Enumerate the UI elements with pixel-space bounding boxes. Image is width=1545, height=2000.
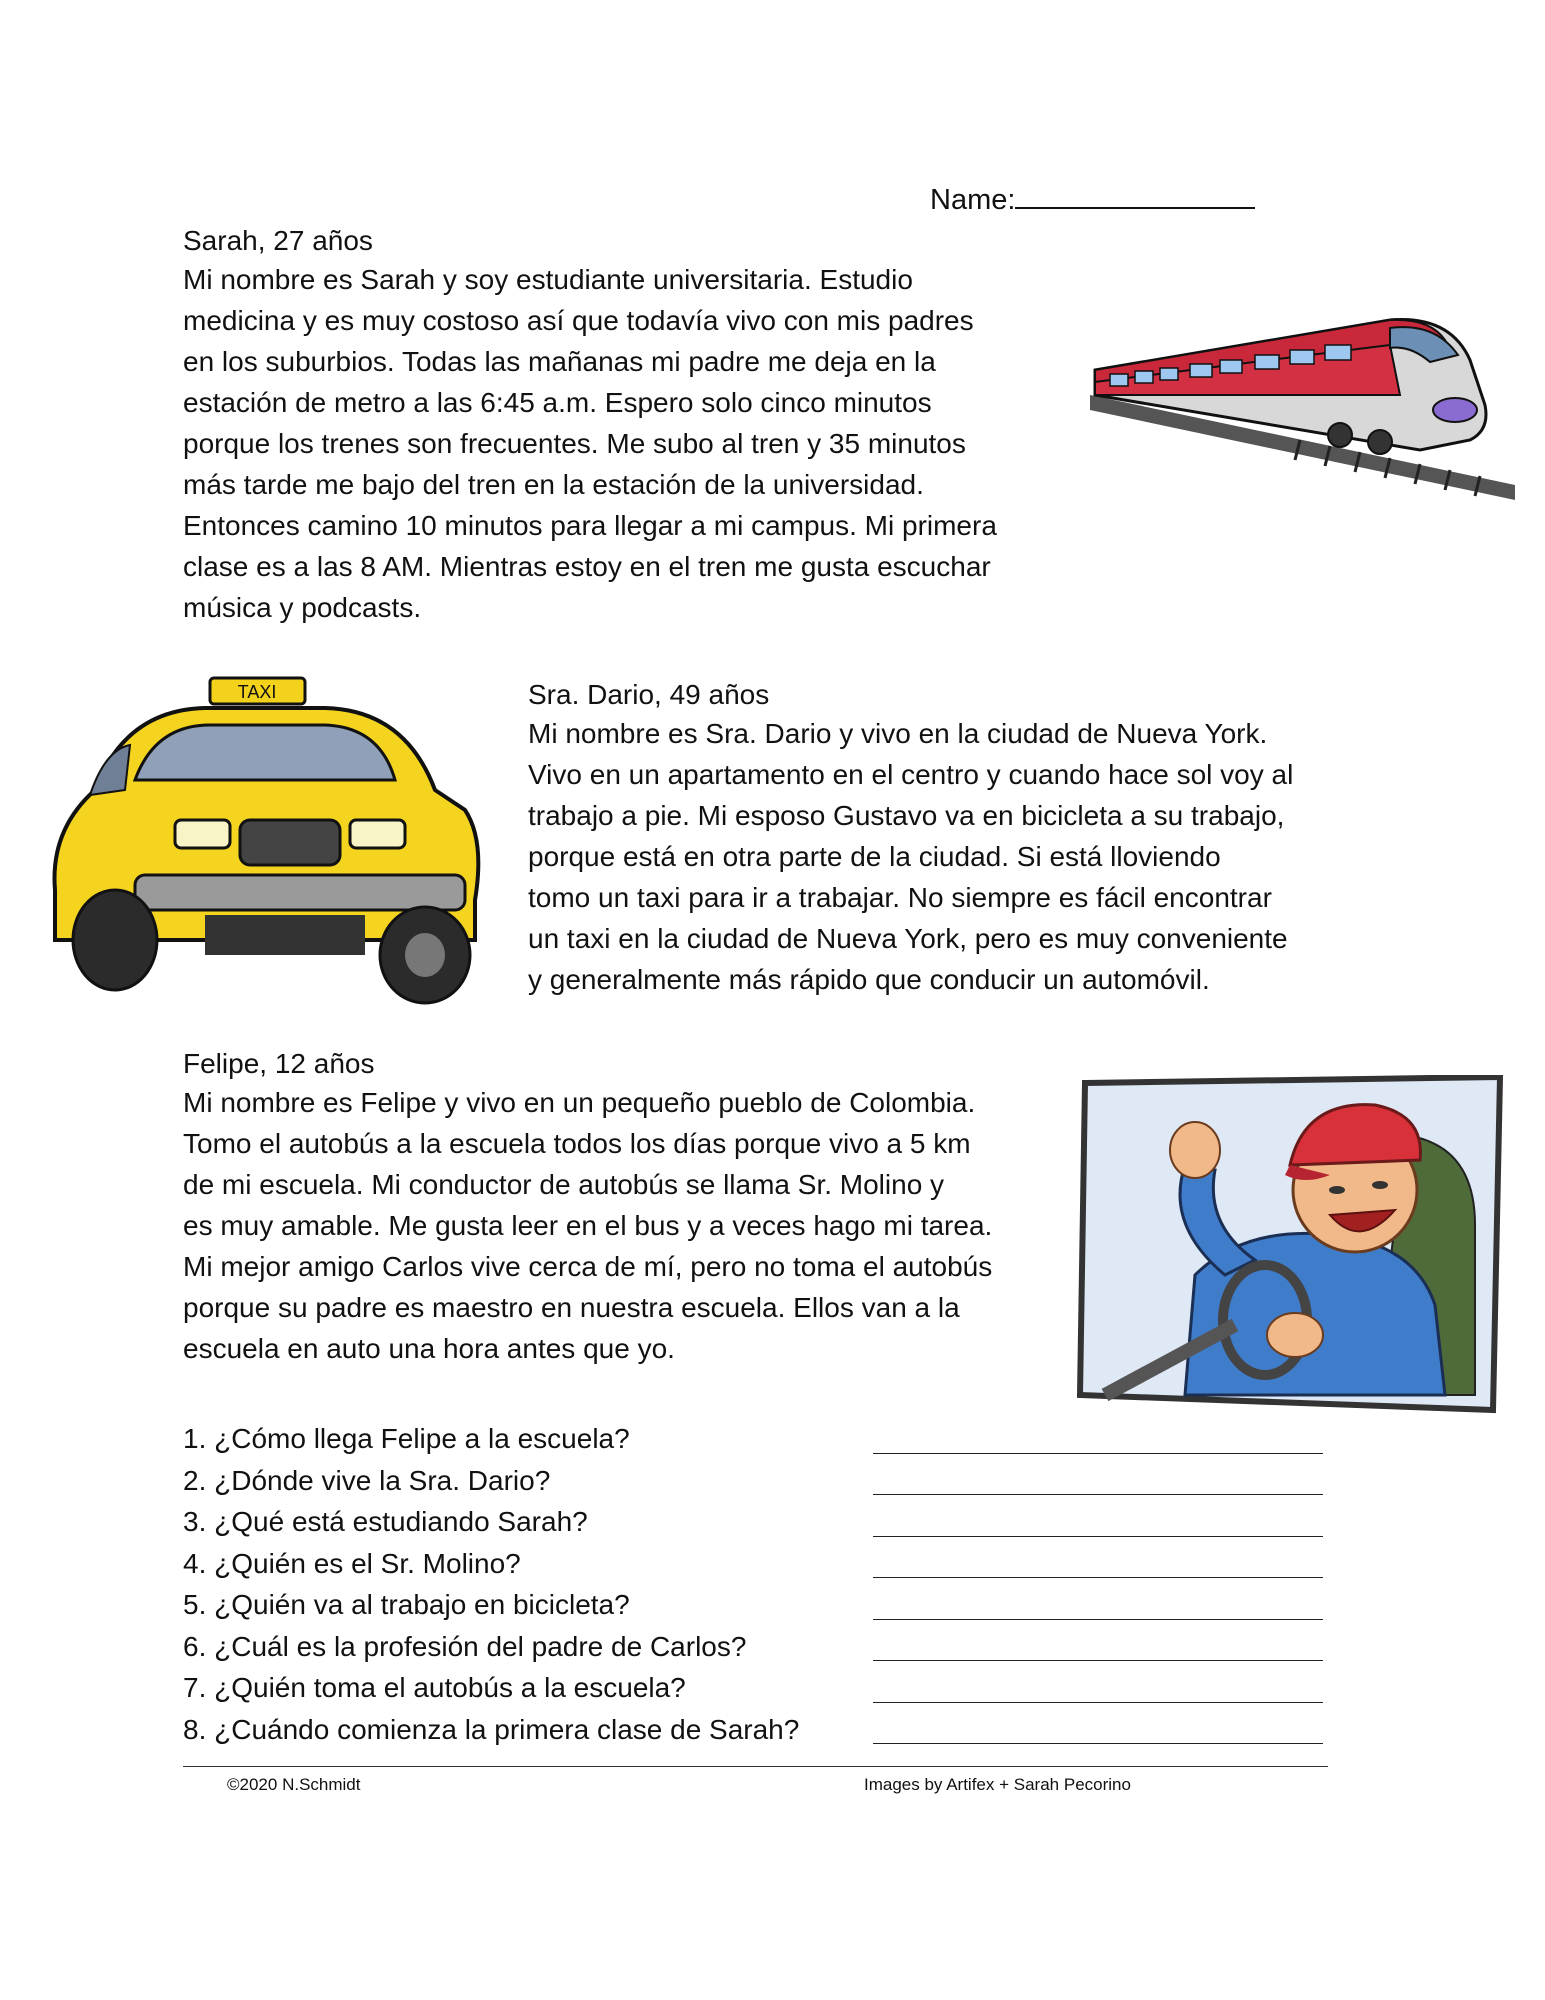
questions-list xyxy=(183,1418,1323,1750)
paragraph-line: trabajo a pie. Mi esposo Gustavo va en bicicleta a su trabajo, xyxy=(528,800,1285,831)
question-text: 3. ¿Qué está estudiando Sarah? xyxy=(183,1506,588,1537)
question-text: 4. ¿Quién es el Sr. Molino? xyxy=(183,1547,521,1579)
question-text: 5. ¿Quién va al trabajo en bicicleta? xyxy=(183,1589,630,1620)
section-dario xyxy=(528,677,1388,1000)
question-text: 7. ¿Quién toma el autobús a la escuela? xyxy=(183,1672,686,1703)
image-credits-text: Images by Artifex + Sarah Pecorino xyxy=(864,1775,1131,1794)
answer-line[interactable] xyxy=(873,1619,1323,1620)
answer-line[interactable] xyxy=(873,1536,1323,1537)
question-text: 8. ¿Cuándo comienza la primera clase de Sarah? xyxy=(183,1713,800,1745)
answer-line[interactable] xyxy=(873,1453,1323,1454)
paragraph-line: Mi nombre es Sra. Dario y vivo en la ciudad de Nueva York. xyxy=(528,718,1268,749)
paragraph-line: estación de metro a las 6:45 a.m. Espero solo cinco minutos xyxy=(183,387,932,418)
footer-divider xyxy=(183,1766,1328,1767)
question-row xyxy=(183,1667,1323,1709)
question-row xyxy=(183,1709,1323,1751)
question-row xyxy=(183,1460,1323,1502)
taxi-illustration xyxy=(35,670,495,1010)
question-text: 2. ¿Dónde vive la Sra. Dario? xyxy=(183,1464,551,1496)
paragraph-line: música y podcasts. xyxy=(183,592,422,623)
answer-line[interactable] xyxy=(873,1577,1323,1578)
answer-line[interactable] xyxy=(873,1702,1323,1703)
paragraph-line: porque su padre es maestro en nuestra escuela. Ellos van a la xyxy=(183,1292,960,1323)
paragraph-line: y generalmente más rápido que conducir un automóvil. xyxy=(528,964,1210,995)
train-illustration xyxy=(1090,300,1515,525)
name-blank-line[interactable] xyxy=(1015,183,1255,209)
section-paragraph xyxy=(528,713,1388,1000)
paragraph-line: porque los trenes son frecuentes. Me subo al tren y 35 minutos xyxy=(183,428,966,459)
answer-line[interactable] xyxy=(873,1743,1323,1744)
paragraph-line: de mi escuela. Mi conductor de autobús se llama Sr. Molino y xyxy=(183,1169,945,1200)
paragraph-line: Mi nombre es Sarah y soy estudiante universitaria. Estudio xyxy=(183,264,913,295)
paragraph-line: Tomo el autobús a la escuela todos los días porque vivo a 5 km xyxy=(183,1128,971,1159)
name-field[interactable] xyxy=(930,183,1255,217)
question-row xyxy=(183,1418,1323,1460)
question-text: 6. ¿Cuál es la profesión del padre de Carlos? xyxy=(183,1630,747,1662)
question-row xyxy=(183,1626,1323,1668)
paragraph-line: más tarde me bajo del tren en la estación de la universidad. xyxy=(183,469,924,500)
question-row xyxy=(183,1501,1323,1543)
paragraph-line: Entonces camino 10 minutos para llegar a mi campus. Mi primera xyxy=(183,510,997,541)
section-felipe xyxy=(183,1046,1083,1369)
section-heading: Sarah, 27 años xyxy=(183,225,373,256)
section-sarah xyxy=(183,223,1083,628)
paragraph-line: Mi nombre es Felipe y vivo en un pequeño pueblo de Colombia. xyxy=(183,1087,976,1118)
paragraph-line: tomo un taxi para ir a trabajar. No siempre es fácil encontrar xyxy=(528,882,1272,913)
section-paragraph xyxy=(183,259,1083,628)
paragraph-line: Vivo en un apartamento en el centro y cuando hace sol voy al xyxy=(528,759,1294,790)
paragraph-line: clase es a las 8 AM. Mientras estoy en el tren me gusta escuchar xyxy=(183,551,991,582)
paragraph-line: medicina y es muy costoso así que todavía vivo con mis padres xyxy=(183,305,974,336)
question-row xyxy=(183,1584,1323,1626)
section-heading: Sra. Dario, 49 años xyxy=(528,679,770,710)
answer-line[interactable] xyxy=(873,1494,1323,1495)
question-row xyxy=(183,1543,1323,1585)
question-text: 1. ¿Cómo llega Felipe a la escuela? xyxy=(183,1423,630,1454)
name-label: Name: xyxy=(930,184,1016,216)
bus-driver-illustration xyxy=(1075,1075,1505,1415)
section-heading: Felipe, 12 años xyxy=(183,1048,375,1079)
taxi-sign-text: TAXI xyxy=(237,682,277,702)
answer-line[interactable] xyxy=(873,1660,1323,1661)
paragraph-line: Mi mejor amigo Carlos vive cerca de mí, pero no toma el autobús xyxy=(183,1251,993,1282)
copyright-text: ©2020 N.Schmidt xyxy=(227,1775,361,1794)
paragraph-line: un taxi en la ciudad de Nueva York, pero es muy conveniente xyxy=(528,923,1288,954)
paragraph-line: escuela en auto una hora antes que yo. xyxy=(183,1333,675,1364)
section-paragraph xyxy=(183,1082,1083,1369)
paragraph-line: es muy amable. Me gusta leer en el bus y a veces hago mi tarea. xyxy=(183,1210,993,1241)
paragraph-line: porque está en otra parte de la ciudad. Si está lloviendo xyxy=(528,841,1221,872)
paragraph-line: en los suburbios. Todas las mañanas mi padre me deja en la xyxy=(183,346,936,377)
